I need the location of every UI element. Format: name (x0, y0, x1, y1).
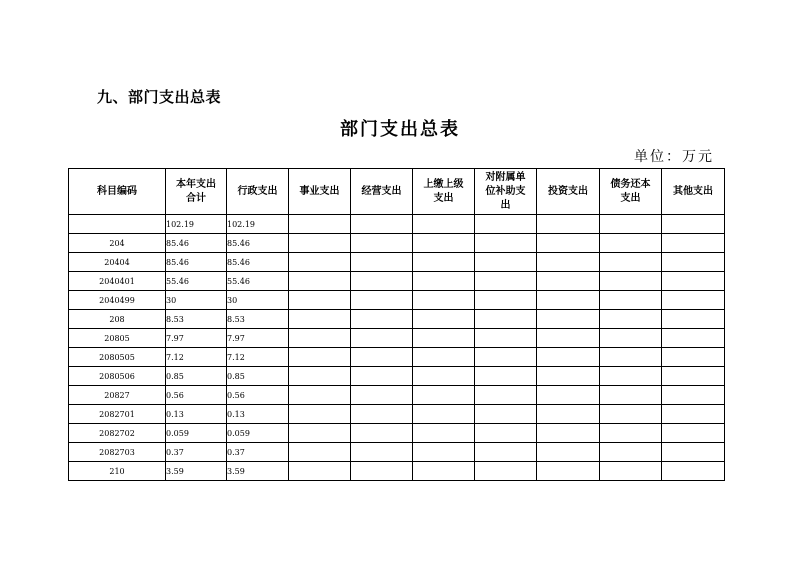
table-row (69, 386, 725, 405)
empty-cell (537, 348, 600, 367)
empty-cell (475, 310, 537, 329)
empty-cell (600, 424, 662, 443)
administrative-cell: 0.85 (227, 367, 289, 386)
empty-cell (289, 234, 351, 253)
unit-label: 单位：万元 (634, 149, 714, 165)
empty-cell (662, 215, 725, 234)
col-header-payment-to-superior: 上缴上级支出 (413, 169, 475, 215)
empty-cell (413, 405, 475, 424)
subject-code-cell: 2080506 (69, 367, 166, 386)
empty-cell (413, 234, 475, 253)
administrative-cell: 8.53 (227, 310, 289, 329)
empty-cell (662, 329, 725, 348)
table-title: 部门支出总表 (340, 119, 460, 140)
empty-cell (289, 329, 351, 348)
empty-cell (537, 386, 600, 405)
empty-cell (600, 405, 662, 424)
empty-cell (351, 386, 413, 405)
administrative-cell: 30 (227, 291, 289, 310)
empty-cell (351, 215, 413, 234)
total-expenditure-cell: 55.46 (166, 272, 227, 291)
total-expenditure-cell: 30 (166, 291, 227, 310)
empty-cell (475, 272, 537, 291)
empty-cell (537, 234, 600, 253)
total-expenditure-cell: 0.37 (166, 443, 227, 462)
col-header-total-expenditure: 本年支出合计 (166, 169, 227, 215)
empty-cell (413, 310, 475, 329)
administrative-cell: 102.19 (227, 215, 289, 234)
empty-cell (537, 443, 600, 462)
section-heading: 九、部门支出总表 (97, 88, 222, 106)
empty-cell (351, 367, 413, 386)
table-header-row (69, 169, 725, 215)
empty-cell (289, 386, 351, 405)
empty-cell (662, 386, 725, 405)
empty-cell (600, 443, 662, 462)
empty-cell (475, 443, 537, 462)
empty-cell (537, 272, 600, 291)
empty-cell (537, 310, 600, 329)
empty-cell (662, 424, 725, 443)
administrative-cell: 7.12 (227, 348, 289, 367)
empty-cell (475, 348, 537, 367)
empty-cell (662, 405, 725, 424)
subject-code-cell: 20827 (69, 386, 166, 405)
empty-cell (351, 405, 413, 424)
empty-cell (600, 272, 662, 291)
table-row (69, 405, 725, 424)
table-row (69, 291, 725, 310)
empty-cell (413, 443, 475, 462)
empty-cell (351, 329, 413, 348)
empty-cell (600, 348, 662, 367)
empty-cell (413, 291, 475, 310)
total-expenditure-cell: 8.53 (166, 310, 227, 329)
empty-cell (351, 424, 413, 443)
table-row (69, 462, 725, 481)
empty-cell (537, 405, 600, 424)
administrative-cell: 0.37 (227, 443, 289, 462)
empty-cell (413, 215, 475, 234)
subject-code-cell: 2082703 (69, 443, 166, 462)
empty-cell (475, 234, 537, 253)
subject-code-cell: 204 (69, 234, 166, 253)
subject-code-cell: 2082702 (69, 424, 166, 443)
total-expenditure-cell: 0.13 (166, 405, 227, 424)
empty-cell (662, 272, 725, 291)
empty-cell (413, 462, 475, 481)
subject-code-cell: 210 (69, 462, 166, 481)
empty-cell (537, 424, 600, 443)
empty-cell (662, 291, 725, 310)
subject-code-cell: 2040499 (69, 291, 166, 310)
total-expenditure-cell: 85.46 (166, 253, 227, 272)
empty-cell (413, 424, 475, 443)
table-row (69, 424, 725, 443)
empty-cell (413, 386, 475, 405)
table-row (69, 367, 725, 386)
empty-cell (537, 291, 600, 310)
empty-cell (537, 215, 600, 234)
empty-cell (475, 424, 537, 443)
total-expenditure-cell: 102.19 (166, 215, 227, 234)
table-row (69, 443, 725, 462)
empty-cell (413, 367, 475, 386)
subject-code-cell: 2082701 (69, 405, 166, 424)
total-expenditure-cell: 0.059 (166, 424, 227, 443)
empty-cell (475, 215, 537, 234)
empty-cell (289, 443, 351, 462)
administrative-cell: 7.97 (227, 329, 289, 348)
empty-cell (289, 253, 351, 272)
empty-cell (475, 291, 537, 310)
table-row (69, 253, 725, 272)
empty-cell (289, 291, 351, 310)
subject-code-cell: 208 (69, 310, 166, 329)
subject-code-cell (69, 215, 166, 234)
col-header-subject-code: 科目编码 (69, 169, 166, 215)
administrative-cell: 3.59 (227, 462, 289, 481)
empty-cell (600, 329, 662, 348)
subject-code-cell: 2080505 (69, 348, 166, 367)
administrative-cell: 85.46 (227, 253, 289, 272)
empty-cell (537, 462, 600, 481)
empty-cell (351, 253, 413, 272)
empty-cell (662, 310, 725, 329)
empty-cell (600, 253, 662, 272)
empty-cell (600, 462, 662, 481)
empty-cell (662, 443, 725, 462)
table-row (69, 348, 725, 367)
empty-cell (600, 310, 662, 329)
empty-cell (662, 367, 725, 386)
col-header-institutional: 事业支出 (289, 169, 351, 215)
administrative-cell: 0.059 (227, 424, 289, 443)
expenditure-table (68, 168, 725, 481)
empty-cell (351, 310, 413, 329)
total-expenditure-cell: 7.97 (166, 329, 227, 348)
col-header-administrative: 行政支出 (227, 169, 289, 215)
empty-cell (475, 386, 537, 405)
empty-cell (537, 367, 600, 386)
empty-cell (351, 443, 413, 462)
subject-code-cell: 20805 (69, 329, 166, 348)
administrative-cell: 0.56 (227, 386, 289, 405)
table-row (69, 272, 725, 291)
empty-cell (600, 386, 662, 405)
empty-cell (351, 272, 413, 291)
empty-cell (289, 272, 351, 291)
total-expenditure-cell: 3.59 (166, 462, 227, 481)
empty-cell (475, 462, 537, 481)
empty-cell (289, 462, 351, 481)
total-expenditure-cell: 0.56 (166, 386, 227, 405)
empty-cell (600, 215, 662, 234)
total-expenditure-cell: 85.46 (166, 234, 227, 253)
col-header-debt-principal: 债务还本支出 (600, 169, 662, 215)
empty-cell (662, 348, 725, 367)
empty-cell (662, 462, 725, 481)
table-row (69, 329, 725, 348)
empty-cell (537, 329, 600, 348)
empty-cell (351, 291, 413, 310)
empty-cell (351, 234, 413, 253)
empty-cell (413, 329, 475, 348)
empty-cell (289, 215, 351, 234)
empty-cell (289, 405, 351, 424)
table-row (69, 310, 725, 329)
empty-cell (289, 424, 351, 443)
empty-cell (413, 272, 475, 291)
total-expenditure-cell: 0.85 (166, 367, 227, 386)
empty-cell (475, 329, 537, 348)
empty-cell (600, 291, 662, 310)
empty-cell (351, 462, 413, 481)
subject-code-cell: 2040401 (69, 272, 166, 291)
empty-cell (475, 367, 537, 386)
subject-code-cell: 20404 (69, 253, 166, 272)
empty-cell (413, 253, 475, 272)
empty-cell (289, 367, 351, 386)
empty-cell (289, 310, 351, 329)
col-header-other: 其他支出 (662, 169, 725, 215)
administrative-cell: 85.46 (227, 234, 289, 253)
empty-cell (475, 405, 537, 424)
table-row (69, 234, 725, 253)
total-expenditure-cell: 7.12 (166, 348, 227, 367)
empty-cell (289, 348, 351, 367)
empty-cell (475, 253, 537, 272)
table-row (69, 215, 725, 234)
empty-cell (600, 367, 662, 386)
empty-cell (351, 348, 413, 367)
empty-cell (413, 348, 475, 367)
empty-cell (662, 253, 725, 272)
empty-cell (600, 234, 662, 253)
col-header-investment: 投资支出 (537, 169, 600, 215)
administrative-cell: 0.13 (227, 405, 289, 424)
empty-cell (537, 253, 600, 272)
col-header-operating: 经营支出 (351, 169, 413, 215)
col-header-subsidy-to-affiliates: 对附属单位补助支出 (475, 169, 537, 215)
administrative-cell: 55.46 (227, 272, 289, 291)
empty-cell (662, 234, 725, 253)
